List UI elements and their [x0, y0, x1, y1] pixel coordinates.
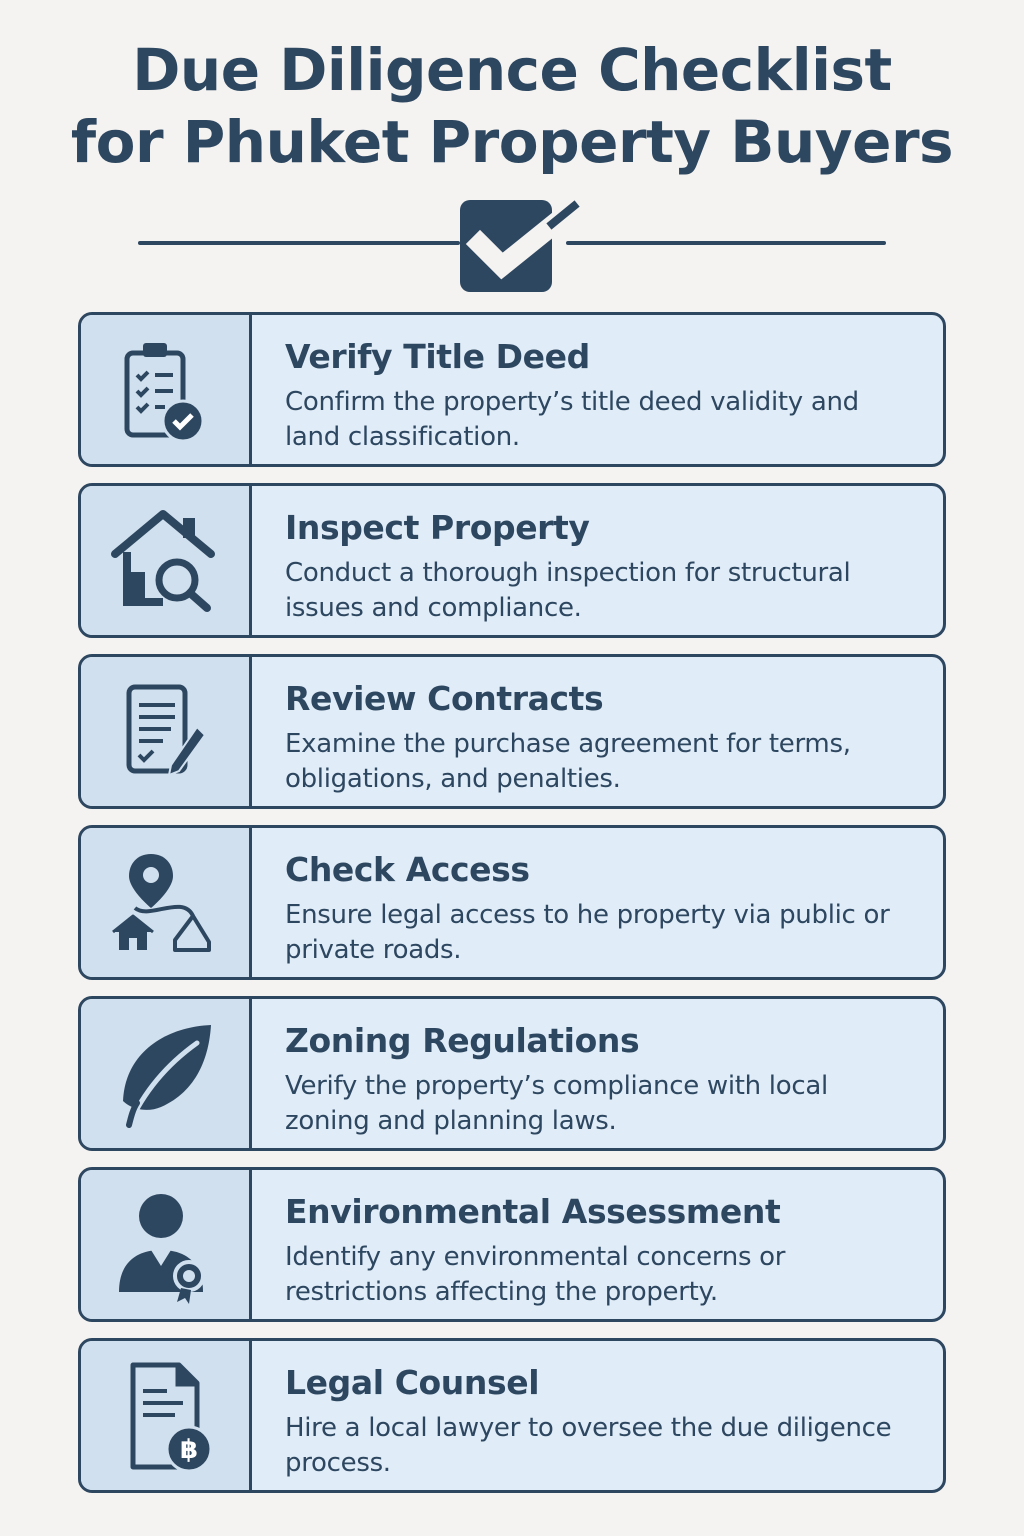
- icon-cell: [81, 1170, 252, 1319]
- checkbox-check-icon: [456, 196, 582, 296]
- divider-right: [566, 241, 886, 245]
- item-title: Zoning Regulations: [285, 1021, 640, 1060]
- leaf-icon: [105, 1017, 223, 1135]
- item-description: Examine the purchase agreement for terms, obligations, and penalties.: [285, 729, 851, 794]
- item-text: [285, 848, 915, 968]
- icon-cell: [81, 315, 252, 464]
- map-pin-house-icon: [105, 846, 223, 964]
- item-text: [285, 506, 915, 626]
- item-text: [285, 335, 915, 455]
- page-title: [0, 34, 1024, 178]
- item-text: [285, 1361, 915, 1481]
- title-line-1: Due Diligence Checklist: [132, 36, 892, 104]
- person-badge-icon: [105, 1188, 223, 1306]
- item-text: [285, 1019, 915, 1139]
- icon-cell: [81, 486, 252, 635]
- checklist-item-inspect-property: [78, 483, 946, 638]
- item-description: Confirm the property’s title deed validity and land classification.: [285, 387, 859, 452]
- title-line-2: for Phuket Property Buyers: [70, 108, 954, 176]
- clipboard-check-icon: [105, 333, 223, 451]
- house-search-icon: [105, 504, 223, 622]
- checklist: [78, 312, 946, 1493]
- item-description: Hire a local lawyer to oversee the due diligence process.: [285, 1413, 892, 1478]
- checklist-item-environmental-assessment: [78, 1167, 946, 1322]
- checklist-item-check-access: [78, 825, 946, 980]
- document-pen-icon: [105, 675, 223, 793]
- item-title: Review Contracts: [285, 679, 604, 718]
- document-baht-icon: [105, 1359, 223, 1477]
- baht-symbol: ฿: [179, 1435, 199, 1465]
- icon-cell: [81, 828, 252, 977]
- divider-left: [138, 241, 460, 245]
- icon-cell: [81, 1341, 252, 1490]
- item-description: Verify the property’s compliance with local zoning and planning laws.: [285, 1071, 828, 1136]
- item-text: [285, 677, 915, 797]
- checklist-item-review-contracts: [78, 654, 946, 809]
- item-description: Ensure legal access to he property via public or private roads.: [285, 900, 890, 965]
- checklist-item-verify-title-deed: [78, 312, 946, 467]
- item-description: Identify any environmental concerns or restrictions affecting the property.: [285, 1242, 786, 1307]
- item-title: Environmental Assessment: [285, 1192, 781, 1231]
- icon-cell: [81, 999, 252, 1148]
- icon-cell: [81, 657, 252, 806]
- checklist-item-zoning-regulations: [78, 996, 946, 1151]
- item-title: Legal Counsel: [285, 1363, 540, 1402]
- item-description: Conduct a thorough inspection for structural issues and compliance.: [285, 558, 851, 623]
- item-title: Inspect Property: [285, 508, 590, 547]
- item-title: Verify Title Deed: [285, 337, 590, 376]
- checklist-item-legal-counsel: [78, 1338, 946, 1493]
- item-text: [285, 1190, 915, 1310]
- item-title: Check Access: [285, 850, 530, 889]
